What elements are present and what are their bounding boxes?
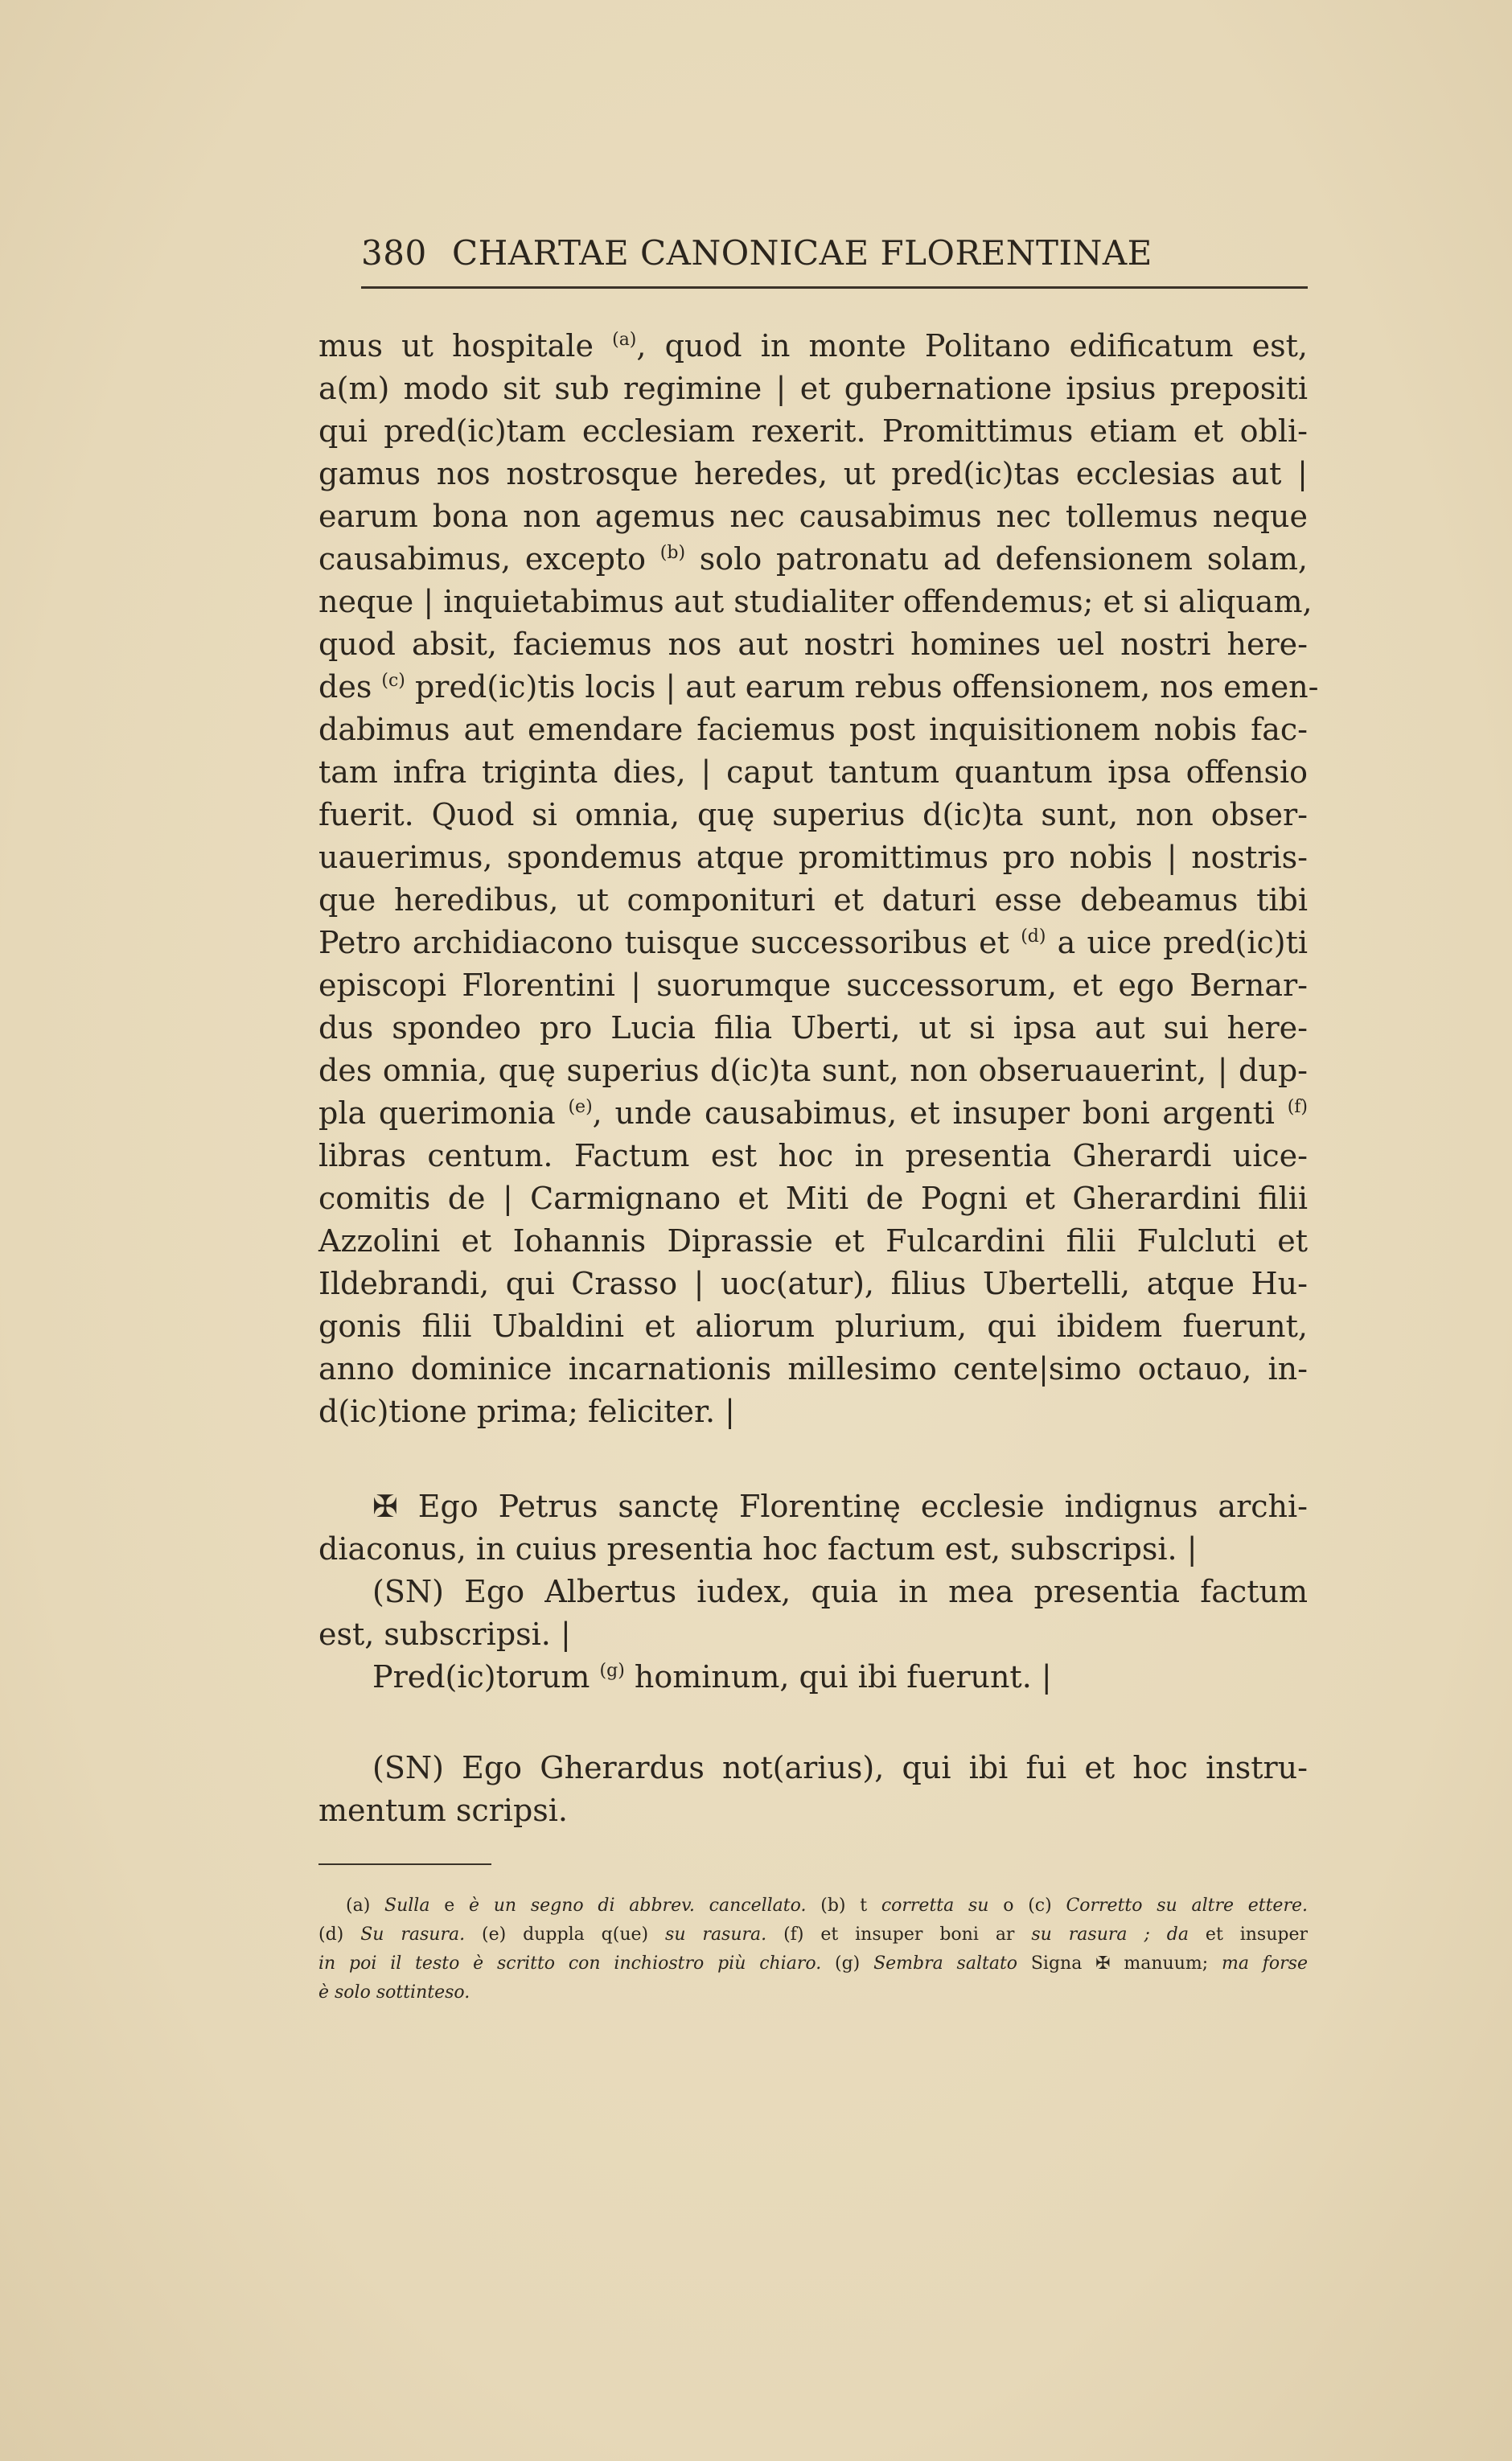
footnote-marker: (d) bbox=[1021, 926, 1046, 947]
text-run: Pred(ic)torum bbox=[372, 1659, 600, 1695]
text-line bbox=[318, 666, 1319, 709]
text-line bbox=[318, 495, 1308, 538]
text-run: mus ut hospitale bbox=[318, 328, 613, 364]
text-run: (d) bbox=[318, 1925, 361, 1945]
text-run: a(m) modo sit sub regimine | et gubernatione ipsius prepositi bbox=[318, 371, 1308, 406]
text-line bbox=[318, 453, 1308, 495]
text-run: (a) bbox=[346, 1896, 385, 1916]
subscription-line bbox=[318, 1656, 1308, 1699]
notary-line bbox=[318, 1789, 1308, 1832]
footnote-marker: (g) bbox=[599, 1661, 625, 1681]
italic-run: Corretto su altre ettere. bbox=[1066, 1896, 1308, 1916]
text-run: neque | inquietabimus aut studialiter offendemus; et si aliquam, bbox=[318, 584, 1313, 619]
text-run: est, subscripsi. | bbox=[318, 1617, 571, 1652]
running-title: CHARTAE CANONICAE FLORENTINAE bbox=[452, 233, 1152, 273]
text-run: d(ic)tione prima; feliciter. | bbox=[318, 1394, 735, 1429]
italic-run: su rasura ; da bbox=[1031, 1925, 1189, 1945]
text-line bbox=[318, 1305, 1308, 1348]
text-run: Azzolini et Iohannis Diprassie et Fulcardini filii Fulcluti et bbox=[318, 1223, 1308, 1259]
subscription-line bbox=[318, 1613, 1308, 1656]
subscription-line bbox=[318, 1528, 1308, 1571]
text-run: , quod in monte Politano edificatum est, bbox=[636, 328, 1309, 364]
subscriptions bbox=[318, 1485, 1308, 1699]
italic-run: Su rasura. bbox=[360, 1925, 466, 1945]
footnote-rule bbox=[318, 1863, 491, 1865]
text-run: anno dominice incarnationis millesimo cente|simo octauo, in- bbox=[318, 1351, 1308, 1387]
text-line bbox=[318, 1348, 1308, 1391]
text-run: solo patronatu ad defensionem solam, bbox=[685, 541, 1308, 577]
text-line bbox=[318, 709, 1308, 751]
text-run: comitis de | Carmignano et Miti de Pogni et Gherardini filii bbox=[318, 1181, 1308, 1216]
text-line bbox=[318, 922, 1308, 964]
text-run: hominum, qui ibi fuerunt. | bbox=[624, 1659, 1052, 1695]
text-run: quod absit, faciemus nos aut nostri homines uel nostri here- bbox=[318, 627, 1308, 662]
text-run: que heredibus, ut componituri et daturi esse debeamus tibi bbox=[318, 882, 1308, 918]
text-run: des bbox=[318, 669, 382, 705]
text-run: gonis filii Ubaldini et aliorum plurium, qui ibidem fuerunt, bbox=[318, 1309, 1308, 1344]
italic-run: in poi il testo è scritto con inchiostro più chiaro. bbox=[318, 1954, 822, 1974]
footnote-marker: (e) bbox=[568, 1097, 593, 1117]
text-run: libras centum. Factum est hoc in presentia Gherardi uice- bbox=[318, 1138, 1308, 1173]
italic-run: Sulla bbox=[384, 1896, 430, 1916]
footnote-line bbox=[318, 1978, 1308, 2007]
text-run: , unde causabimus, et insuper boni argenti bbox=[592, 1095, 1288, 1131]
text-line bbox=[318, 794, 1308, 836]
text-line bbox=[318, 581, 1313, 623]
footnote-marker: (c) bbox=[381, 671, 405, 691]
text-run: mentum scripsi. bbox=[318, 1793, 569, 1828]
text-line bbox=[318, 964, 1308, 1007]
text-run: qui pred(ic)tam ecclesiam rexerit. Promittimus etiam et obli- bbox=[318, 413, 1308, 449]
text-line bbox=[318, 1135, 1308, 1177]
text-line bbox=[318, 1092, 1308, 1135]
footnote-line bbox=[318, 1921, 1308, 1949]
text-line bbox=[318, 836, 1308, 879]
subscription-line bbox=[318, 1485, 1308, 1528]
italic-run: su rasura. bbox=[665, 1925, 767, 1945]
page-number: 380 bbox=[361, 233, 427, 273]
footnote-marker: (f) bbox=[1287, 1097, 1308, 1117]
text-run: (SN) Ego Gherardus not(arius), qui ibi fui et hoc instru- bbox=[372, 1750, 1308, 1785]
text-run: uauerimus, spondemus atque promittimus pro nobis | nostris- bbox=[318, 840, 1308, 875]
text-run: (g) bbox=[821, 1954, 874, 1974]
text-line bbox=[318, 410, 1308, 453]
text-line bbox=[318, 325, 1308, 368]
text-run: ✠ Ego Petrus sanctę Florentinę ecclesie indignus archi- bbox=[372, 1489, 1308, 1524]
text-line bbox=[318, 1391, 1308, 1433]
text-run: gamus nos nostrosque heredes, ut pred(ic)tas ecclesias aut | bbox=[318, 456, 1308, 491]
footnote-line bbox=[318, 1949, 1308, 1978]
text-line bbox=[318, 1220, 1308, 1263]
text-run: (e) duppla q(ue) bbox=[465, 1925, 666, 1945]
text-line bbox=[318, 1050, 1308, 1092]
text-run: diaconus, in cuius presentia hoc factum est, subscripsi. | bbox=[318, 1531, 1198, 1567]
text-run: dabimus aut emendare faciemus post inquisitionem nobis fac- bbox=[318, 712, 1308, 747]
text-line bbox=[318, 623, 1308, 666]
header-rule bbox=[361, 286, 1308, 289]
text-line bbox=[318, 1007, 1308, 1050]
text-run: dus spondeo pro Lucia filia Uberti, ut si ipsa aut sui here- bbox=[318, 1010, 1308, 1046]
text-run: Signa ✠ manuum; bbox=[1017, 1954, 1222, 1974]
text-run: des omnia, quę superius d(ic)ta sunt, non obseruauerint, | dup- bbox=[318, 1053, 1308, 1088]
text-run: e bbox=[429, 1896, 469, 1916]
italic-run: corretta su bbox=[881, 1896, 989, 1916]
text-run: causabimus, excepto bbox=[318, 541, 660, 577]
text-run: et insuper bbox=[1189, 1925, 1309, 1945]
subscription-line bbox=[318, 1571, 1308, 1613]
text-run: Ildebrandi, qui Crasso | uoc(atur), filius Ubertelli, atque Hu- bbox=[318, 1266, 1308, 1301]
footnote-marker: (b) bbox=[659, 543, 686, 563]
text-run: (SN) Ego Albertus iudex, quia in mea presentia factum bbox=[372, 1574, 1308, 1609]
text-run: a uice pred(ic)ti bbox=[1046, 925, 1309, 960]
footnote-line bbox=[318, 1892, 1308, 1921]
text-run: (b) t bbox=[806, 1896, 881, 1916]
italic-run: è solo sottinteso. bbox=[318, 1982, 470, 2003]
running-header bbox=[361, 233, 1308, 281]
italic-run: ma forse bbox=[1221, 1954, 1308, 1974]
italic-run: Sembra saltato bbox=[873, 1954, 1018, 1974]
footnotes bbox=[318, 1892, 1308, 2007]
text-run: fuerit. Quod si omnia, quę superius d(ic)ta sunt, non obser- bbox=[318, 797, 1308, 832]
notary-subscription bbox=[318, 1747, 1308, 1832]
text-line bbox=[318, 1177, 1308, 1220]
text-run: Petro archidiacono tuisque successoribus et bbox=[318, 925, 1021, 960]
text-line bbox=[318, 538, 1308, 581]
notary-line bbox=[318, 1747, 1308, 1789]
footnote-marker: (a) bbox=[612, 330, 637, 350]
text-run: tam infra triginta dies, | caput tantum quantum ipsa offensio bbox=[318, 754, 1308, 790]
text-run: episcopi Florentini | suorumque successorum, et ego Bernar- bbox=[318, 968, 1308, 1003]
text-line bbox=[318, 368, 1308, 410]
text-run: pred(ic)tis locis | aut earum rebus offensionem, nos emen- bbox=[405, 669, 1319, 705]
text-run: earum bona non agemus nec causabimus nec tollemus neque bbox=[318, 499, 1308, 534]
text-line bbox=[318, 879, 1308, 922]
text-run: pla querimonia bbox=[318, 1095, 569, 1131]
charter-text bbox=[318, 325, 1319, 1433]
text-run: (f) et insuper boni ar bbox=[766, 1925, 1032, 1945]
italic-run: è un segno di abbrev. cancellato. bbox=[469, 1896, 807, 1916]
text-run: o (c) bbox=[988, 1896, 1066, 1916]
text-line bbox=[318, 751, 1308, 794]
text-line bbox=[318, 1263, 1308, 1305]
